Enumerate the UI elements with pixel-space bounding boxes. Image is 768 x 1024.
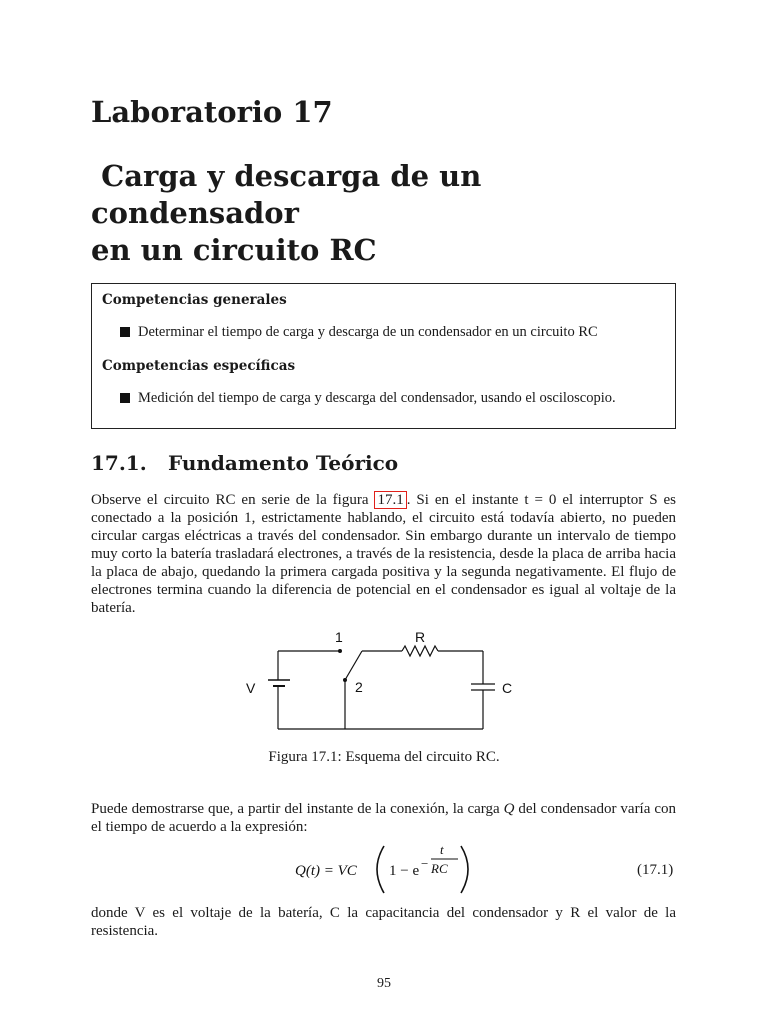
bullet-icon [120, 393, 130, 403]
competencias-box [91, 283, 676, 429]
competencias-especificas-text: Medición del tiempo de carga y descarga del condensador, usando el osciloscopio. [138, 390, 616, 406]
chapter-title [91, 158, 691, 269]
equation-numerator: t [440, 842, 444, 857]
label-pos2: 2 [355, 679, 363, 695]
equation-number: (17.1) [637, 862, 674, 878]
paragraph-text: Observe el circuito RC en serie de la figura [91, 492, 375, 508]
equation-one-minus-e: 1 − e [389, 863, 420, 879]
label-battery: V [246, 680, 256, 696]
section-title: Fundamento Teórico [168, 451, 399, 475]
label-capacitor: C [502, 680, 513, 696]
figure-reference-link[interactable]: 17.1 [374, 491, 406, 509]
paragraph-text: . Si en el instante t = 0 el interruptor S es conectado a la posición 1, estrictamente hablando, el circuito está todavía abierto, no pueden circular cargas eléctricas a través del condensador. Sin embargo durante un intervalo de tiempo muy corto la batería trasladará electrones, a través de la resistencia, desde la placa de arriba hacia la placa de abajo, quedando la primera cargada positiva y la segunda negativamente. El flujo de electrones termina cuando la diferencia de potencial en el condensador es igual al voltaje de la batería. [91, 492, 676, 616]
paragraph-definitions: donde V es el voltaje de la batería, C la capacitancia del condensador y R el valor de la resistencia. [91, 905, 676, 939]
bullet-icon [120, 327, 130, 337]
switch-contact-2 [343, 678, 347, 682]
paragraph-intro [91, 491, 676, 617]
rc-circuit-diagram [240, 628, 530, 738]
paragraph-expression [91, 800, 676, 836]
competencias-generales-label: Competencias generales [102, 292, 287, 308]
section-heading [91, 451, 398, 475]
equation-exp-minus: − [421, 856, 429, 871]
competencias-especificas-item [120, 390, 616, 407]
title-line-2: en un circuito RC [91, 233, 377, 267]
variable-q: Q [503, 801, 515, 817]
section-number: 17.1. [91, 451, 147, 475]
equation-lhs: Q(t) = VC [295, 863, 357, 879]
label-resistor: R [415, 629, 426, 645]
title-line-1: Carga y descarga de un condensador [91, 159, 482, 230]
switch-contact-1 [338, 649, 342, 653]
paragraph-text: Puede demostrarse que, a partir del instante de la conexión, la carga [91, 801, 504, 817]
equation-17-1 [0, 842, 768, 902]
competencias-generales-item [120, 324, 598, 341]
competencias-generales-text: Determinar el tiempo de carga y descarga de un condensador en un circuito RC [138, 324, 598, 340]
page-number: 95 [377, 976, 391, 991]
paragraph-text: del condensador varía con el tiempo de acuerdo a la expresión: [91, 801, 676, 835]
equation-denominator: RC [431, 861, 448, 876]
label-pos1: 1 [335, 629, 343, 645]
chapter-heading: Laboratorio 17 [91, 95, 333, 129]
figure-caption: Figura 17.1: Esquema del circuito RC. [268, 749, 500, 765]
competencias-especificas-label: Competencias específicas [102, 358, 296, 374]
